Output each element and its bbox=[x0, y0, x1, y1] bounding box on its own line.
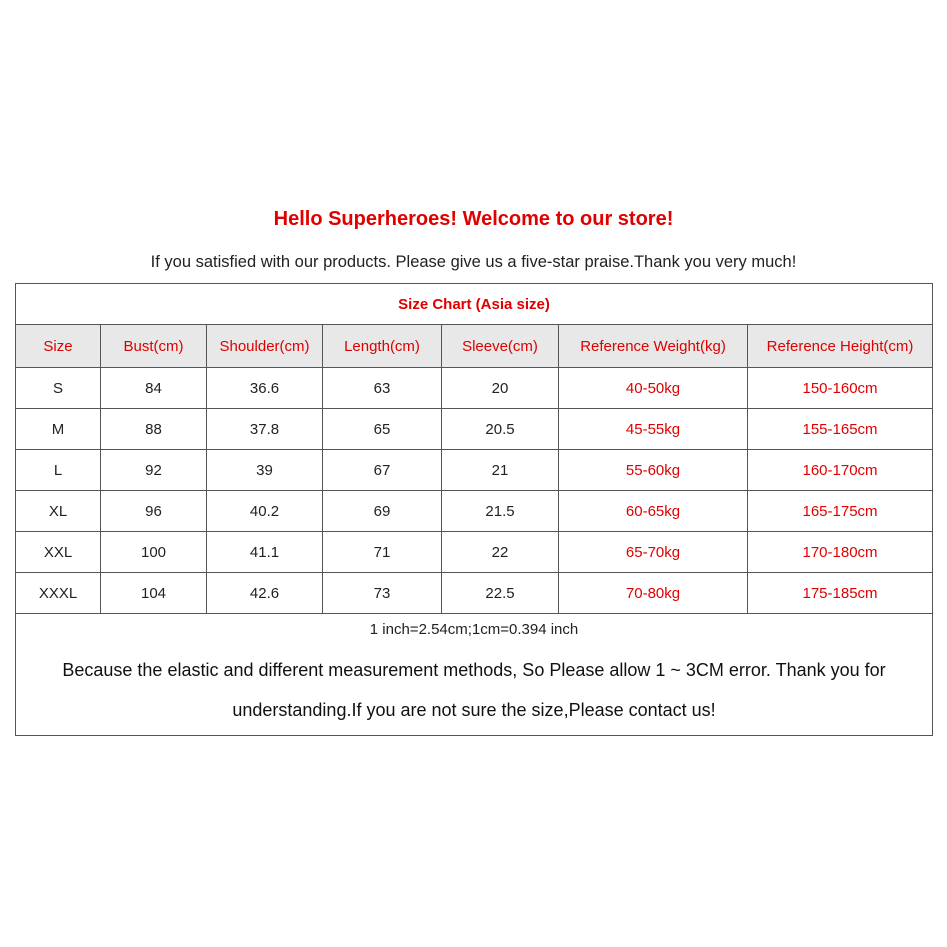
notes-cell bbox=[16, 614, 933, 736]
shoulder-cell: 39 bbox=[207, 450, 323, 491]
length-cell: 65 bbox=[323, 409, 442, 450]
table-header-row bbox=[16, 325, 933, 368]
length-cell: 73 bbox=[323, 573, 442, 614]
height-cell: 170-180cm bbox=[748, 532, 933, 573]
table-row bbox=[16, 532, 933, 573]
store-headline: Hello Superheroes! Welcome to our store! bbox=[273, 208, 674, 230]
height-cell: 160-170cm bbox=[748, 450, 933, 491]
column-header-shoulder: Shoulder(cm) bbox=[207, 325, 323, 368]
height-cell: 175-185cm bbox=[748, 573, 933, 614]
measurement-disclaimer: Because the elastic and different measurement methods, So Please allow 1 ~ 3CM error. Thank you for understanding.If you are not sure the size,Please contact us! bbox=[62, 660, 886, 720]
height-cell: 150-160cm bbox=[748, 368, 933, 409]
length-cell: 67 bbox=[323, 450, 442, 491]
sleeve-cell: 22.5 bbox=[442, 573, 559, 614]
bust-cell: 100 bbox=[101, 532, 207, 573]
height-cell: 165-175cm bbox=[748, 491, 933, 532]
weight-cell: 40-50kg bbox=[559, 368, 748, 409]
column-header-height: Reference Height(cm) bbox=[748, 325, 933, 368]
table-title: Size Chart (Asia size) bbox=[16, 284, 933, 325]
table-row bbox=[16, 573, 933, 614]
bust-cell: 88 bbox=[101, 409, 207, 450]
weight-cell: 60-65kg bbox=[559, 491, 748, 532]
shoulder-cell: 37.8 bbox=[207, 409, 323, 450]
shoulder-cell: 40.2 bbox=[207, 491, 323, 532]
weight-cell: 45-55kg bbox=[559, 409, 748, 450]
column-header-weight: Reference Weight(kg) bbox=[559, 325, 748, 368]
table-row bbox=[16, 450, 933, 491]
height-cell: 155-165cm bbox=[748, 409, 933, 450]
size-cell: S bbox=[16, 368, 101, 409]
length-cell: 71 bbox=[323, 532, 442, 573]
table-row bbox=[16, 409, 933, 450]
weight-cell: 70-80kg bbox=[559, 573, 748, 614]
weight-cell: 55-60kg bbox=[559, 450, 748, 491]
size-cell: M bbox=[16, 409, 101, 450]
column-header-length: Length(cm) bbox=[323, 325, 442, 368]
size-chart-table bbox=[15, 283, 933, 736]
size-cell: XXXL bbox=[16, 573, 101, 614]
size-cell: XXL bbox=[16, 532, 101, 573]
table-row bbox=[16, 491, 933, 532]
sleeve-cell: 22 bbox=[442, 532, 559, 573]
column-header-size: Size bbox=[16, 325, 101, 368]
sleeve-cell: 20.5 bbox=[442, 409, 559, 450]
praise-request: If you satisfied with our products. Please give us a five-star praise.Thank you very much! bbox=[150, 253, 797, 271]
sleeve-cell: 21 bbox=[442, 450, 559, 491]
sleeve-cell: 20 bbox=[442, 368, 559, 409]
weight-cell: 65-70kg bbox=[559, 532, 748, 573]
length-cell: 63 bbox=[323, 368, 442, 409]
size-cell: XL bbox=[16, 491, 101, 532]
table-row bbox=[16, 368, 933, 409]
unit-conversion-note: 1 inch=2.54cm;1cm=0.394 inch bbox=[369, 621, 579, 638]
bust-cell: 104 bbox=[101, 573, 207, 614]
sleeve-cell: 21.5 bbox=[442, 491, 559, 532]
table-title-row bbox=[16, 284, 933, 325]
bust-cell: 96 bbox=[101, 491, 207, 532]
column-header-bust: Bust(cm) bbox=[101, 325, 207, 368]
bust-cell: 84 bbox=[101, 368, 207, 409]
notes-row bbox=[16, 614, 933, 736]
length-cell: 69 bbox=[323, 491, 442, 532]
column-header-sleeve: Sleeve(cm) bbox=[442, 325, 559, 368]
size-cell: L bbox=[16, 450, 101, 491]
shoulder-cell: 41.1 bbox=[207, 532, 323, 573]
shoulder-cell: 42.6 bbox=[207, 573, 323, 614]
bust-cell: 92 bbox=[101, 450, 207, 491]
shoulder-cell: 36.6 bbox=[207, 368, 323, 409]
